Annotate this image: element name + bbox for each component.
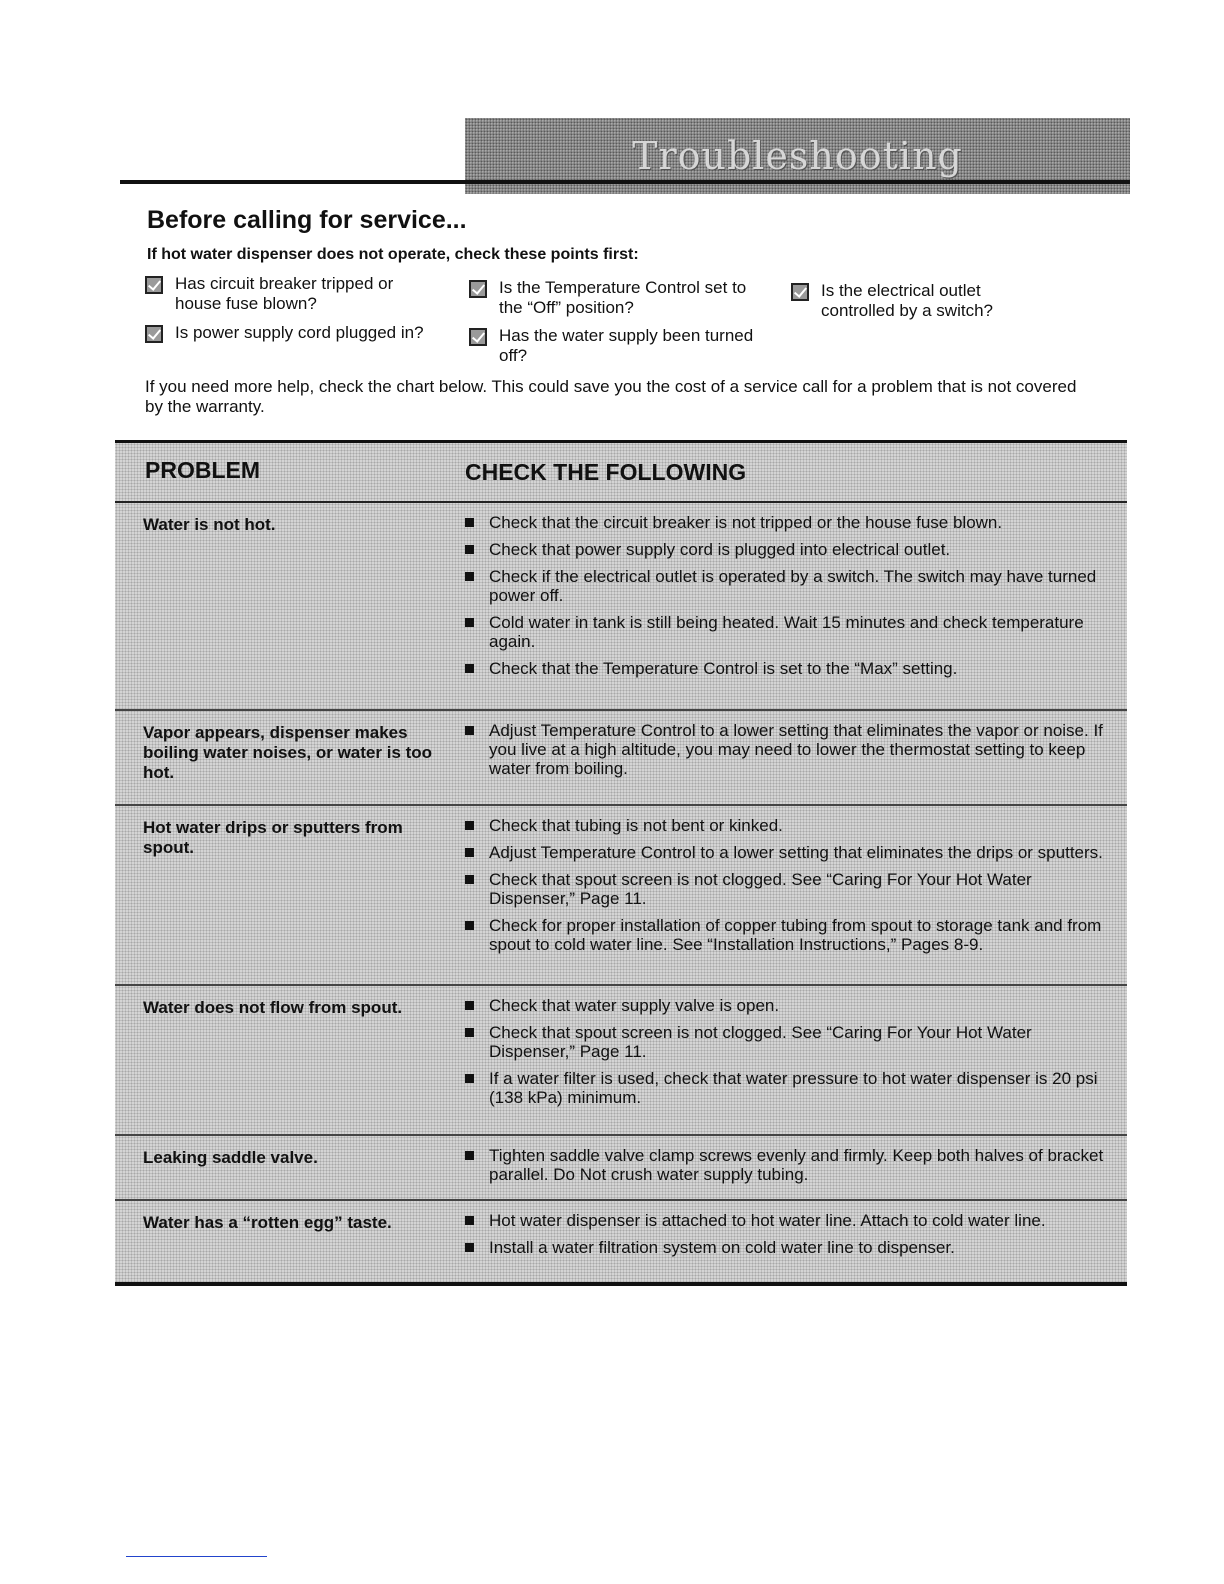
problem-cell: Hot water drips or sputters from spout. xyxy=(143,818,403,857)
checklist-item-text: Has the water supply been turned off? xyxy=(499,326,754,365)
check-list xyxy=(463,1211,1113,1265)
checked-box-icon xyxy=(469,280,487,298)
checked-box-icon xyxy=(469,328,487,346)
check-item: Check that power supply cord is plugged into electrical outlet. xyxy=(463,540,1113,559)
table-row xyxy=(115,1136,1127,1201)
check-item: Check if the electrical outlet is operated by a switch. The switch may have turned power off. xyxy=(463,567,1113,605)
checklist-item xyxy=(469,326,769,366)
check-item: Check that tubing is not bent or kinked. xyxy=(463,816,1113,835)
check-list xyxy=(463,816,1113,962)
table-row xyxy=(115,711,1127,806)
checklist-item-text: Has circuit breaker tripped or house fuse blown? xyxy=(175,274,394,313)
check-item: Tighten saddle valve clamp screws evenly and firmly. Keep both halves of bracket parallel. Do Not crush water supply tubing. xyxy=(463,1146,1113,1184)
check-list xyxy=(463,513,1113,686)
check-list xyxy=(463,721,1113,786)
check-item: Check that the circuit breaker is not tripped or the house fuse blown. xyxy=(463,513,1113,532)
table-header xyxy=(115,443,1127,503)
intro-subtitle: If hot water dispenser does not operate, check these points first: xyxy=(147,246,639,263)
table-row xyxy=(115,1201,1127,1281)
check-item: Check that water supply valve is open. xyxy=(463,996,1113,1015)
check-item: Hot water dispenser is attached to hot water line. Attach to cold water line. xyxy=(463,1211,1113,1230)
checklist-item-text: Is the electrical outlet controlled by a switch? xyxy=(821,281,993,320)
check-item: Check that the Temperature Control is set to the “Max” setting. xyxy=(463,659,1113,678)
checked-box-icon xyxy=(791,283,809,301)
check-item: If a water filter is used, check that water pressure to hot water dispenser is 20 psi (138 kPa) minimum. xyxy=(463,1069,1113,1107)
table-row xyxy=(115,806,1127,986)
check-item: Cold water in tank is still being heated. Wait 15 minutes and check temperature again. xyxy=(463,613,1113,651)
problem-cell: Water is not hot. xyxy=(143,515,276,534)
checked-box-icon xyxy=(145,276,163,294)
check-list xyxy=(463,1146,1113,1192)
check-item: Check that spout screen is not clogged. See “Caring For Your Hot Water Dispenser,” Page 11. xyxy=(463,1023,1113,1061)
problem-cell: Leaking saddle valve. xyxy=(143,1148,318,1167)
check-item: Adjust Temperature Control to a lower setting that eliminates the vapor or noise. If you live at a high altitude, you may need to lower the thermostat setting to keep water from boiling. xyxy=(463,721,1113,778)
checklist-item-text: Is the Temperature Control set to the “Off” position? xyxy=(499,278,747,317)
problem-cell: Water does not flow from spout. xyxy=(143,998,403,1017)
column-header-problem: PROBLEM xyxy=(145,457,260,483)
check-item: Install a water filtration system on cold water line to dispenser. xyxy=(463,1238,1113,1257)
checklist-item xyxy=(469,278,769,318)
section-title: Troubleshooting xyxy=(632,134,963,178)
checklist-item xyxy=(145,274,435,314)
problem-cell: Water has a “rotten egg” taste. xyxy=(143,1213,392,1232)
check-list xyxy=(463,996,1113,1115)
header-rule xyxy=(120,180,1130,184)
intro-title: Before calling for service... xyxy=(147,206,467,234)
help-text: If you need more help, check the chart below. This could save you the cost of a service call for a problem that is not covered by the warranty. xyxy=(145,377,1077,416)
footer-link-underline xyxy=(126,1556,267,1557)
checklist-item-text: Is power supply cord plugged in? xyxy=(175,323,424,342)
checklist-item xyxy=(145,323,435,343)
checked-box-icon xyxy=(145,325,163,343)
check-item: Check for proper installation of copper tubing from spout to storage tank and from spout to cold water line. See “Installation Instructions,” Pages 8-9. xyxy=(463,916,1113,954)
check-item: Check that spout screen is not clogged. See “Caring For Your Hot Water Dispenser,” Page 11. xyxy=(463,870,1113,908)
table-row xyxy=(115,503,1127,711)
check-item: Adjust Temperature Control to a lower setting that eliminates the drips or sputters. xyxy=(463,843,1113,862)
checklist-item xyxy=(791,281,1041,321)
troubleshooting-table xyxy=(115,440,1127,1286)
column-header-check: CHECK THE FOLLOWING xyxy=(465,459,747,485)
problem-cell: Vapor appears, dispenser makes boiling water noises, or water is too hot. xyxy=(143,723,433,782)
table-row xyxy=(115,986,1127,1136)
